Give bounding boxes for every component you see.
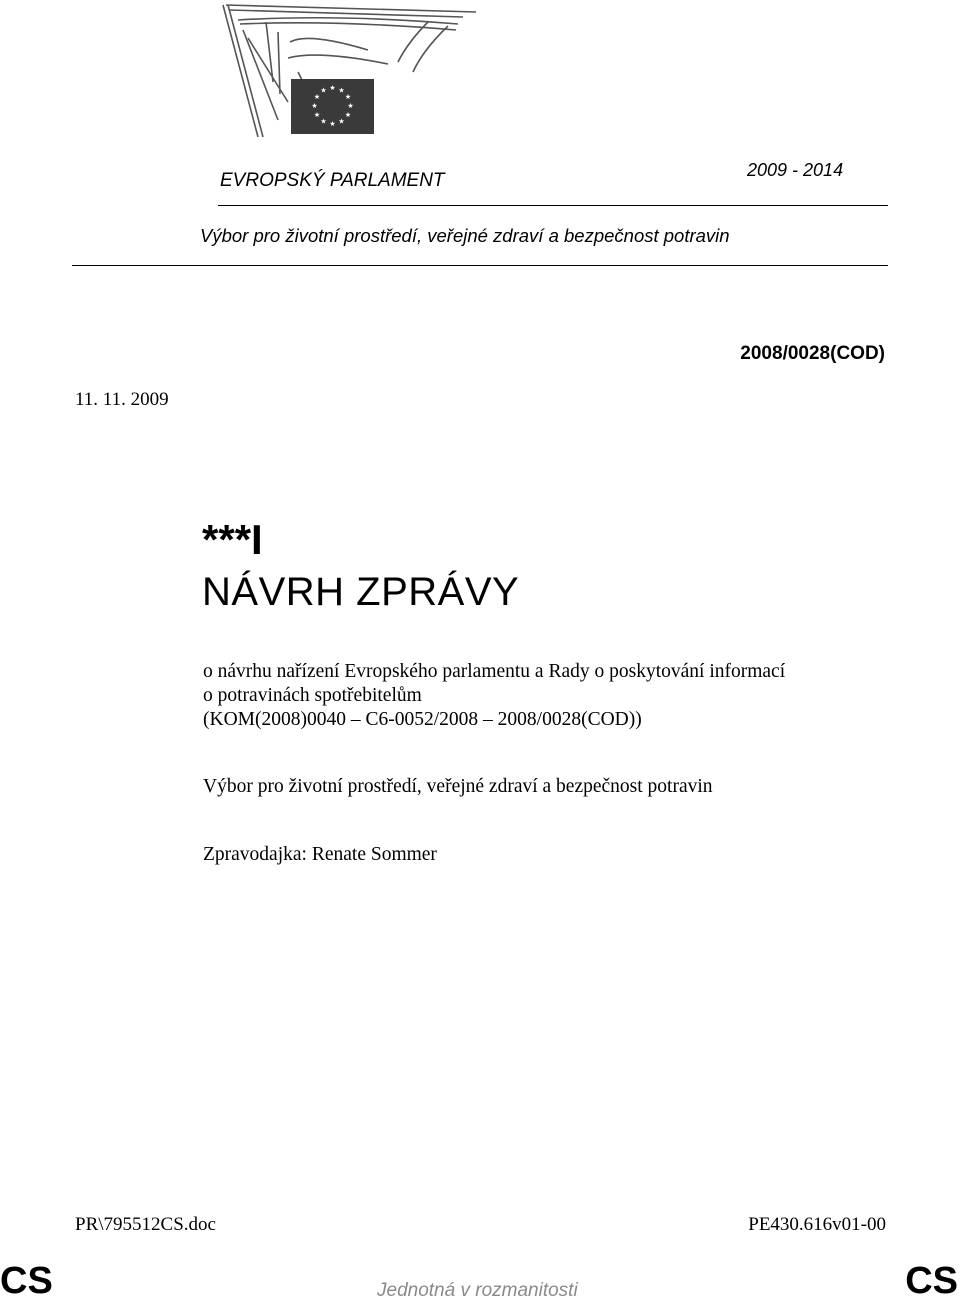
svg-text:★: ★ (320, 86, 327, 95)
svg-text:★: ★ (313, 111, 321, 119)
responsible-committee: Výbor pro životní prostředí, veřejné zdraví a bezpečnost potravin (203, 776, 713, 797)
header-divider (218, 205, 888, 206)
document-file-reference: PR\795512CS.doc (75, 1214, 216, 1235)
procedure-symbol: ***I (202, 516, 263, 563)
header-divider-bottom (72, 265, 888, 266)
svg-text:★: ★ (329, 120, 336, 128)
svg-text:★: ★ (320, 117, 327, 126)
svg-text:★: ★ (329, 84, 336, 92)
language-code-right: CS (905, 1260, 958, 1302)
procedure-reference: 2008/0028(COD) (740, 343, 885, 364)
document-date: 11. 11. 2009 (75, 389, 169, 410)
rapporteur: Zpravodajka: Renate Sommer (203, 844, 437, 865)
svg-text:★: ★ (344, 93, 352, 101)
eu-motto: Jednotná v rozmanitosti (377, 1280, 578, 1301)
language-code-left: CS (0, 1260, 53, 1302)
proposal-line: (KOM(2008)0040 – C6-0052/2008 – 2008/0028(COD)) (203, 709, 642, 730)
svg-text:★: ★ (311, 102, 318, 110)
document-title: NÁVRH ZPRÁVY (202, 570, 520, 614)
pe-reference: PE430.616v01-00 (748, 1214, 886, 1235)
svg-text:★: ★ (338, 86, 345, 95)
proposal-description (203, 660, 883, 732)
proposal-line: o návrhu nařízení Evropského parlamentu a Rady o poskytování informací (203, 661, 786, 682)
svg-text:★: ★ (338, 117, 345, 126)
legislative-term: 2009 - 2014 (747, 160, 844, 180)
committee-header: Výbor pro životní prostředí, veřejné zdraví a bezpečnost potravin (200, 225, 730, 246)
proposal-line: o potravinách spotřebitelům (203, 685, 422, 706)
svg-text:★: ★ (344, 111, 352, 119)
institution-name: EVROPSKÝ PARLAMENT (220, 170, 445, 191)
european-parliament-logo (218, 2, 480, 140)
svg-text:★: ★ (313, 93, 321, 101)
svg-text:★: ★ (347, 102, 354, 110)
